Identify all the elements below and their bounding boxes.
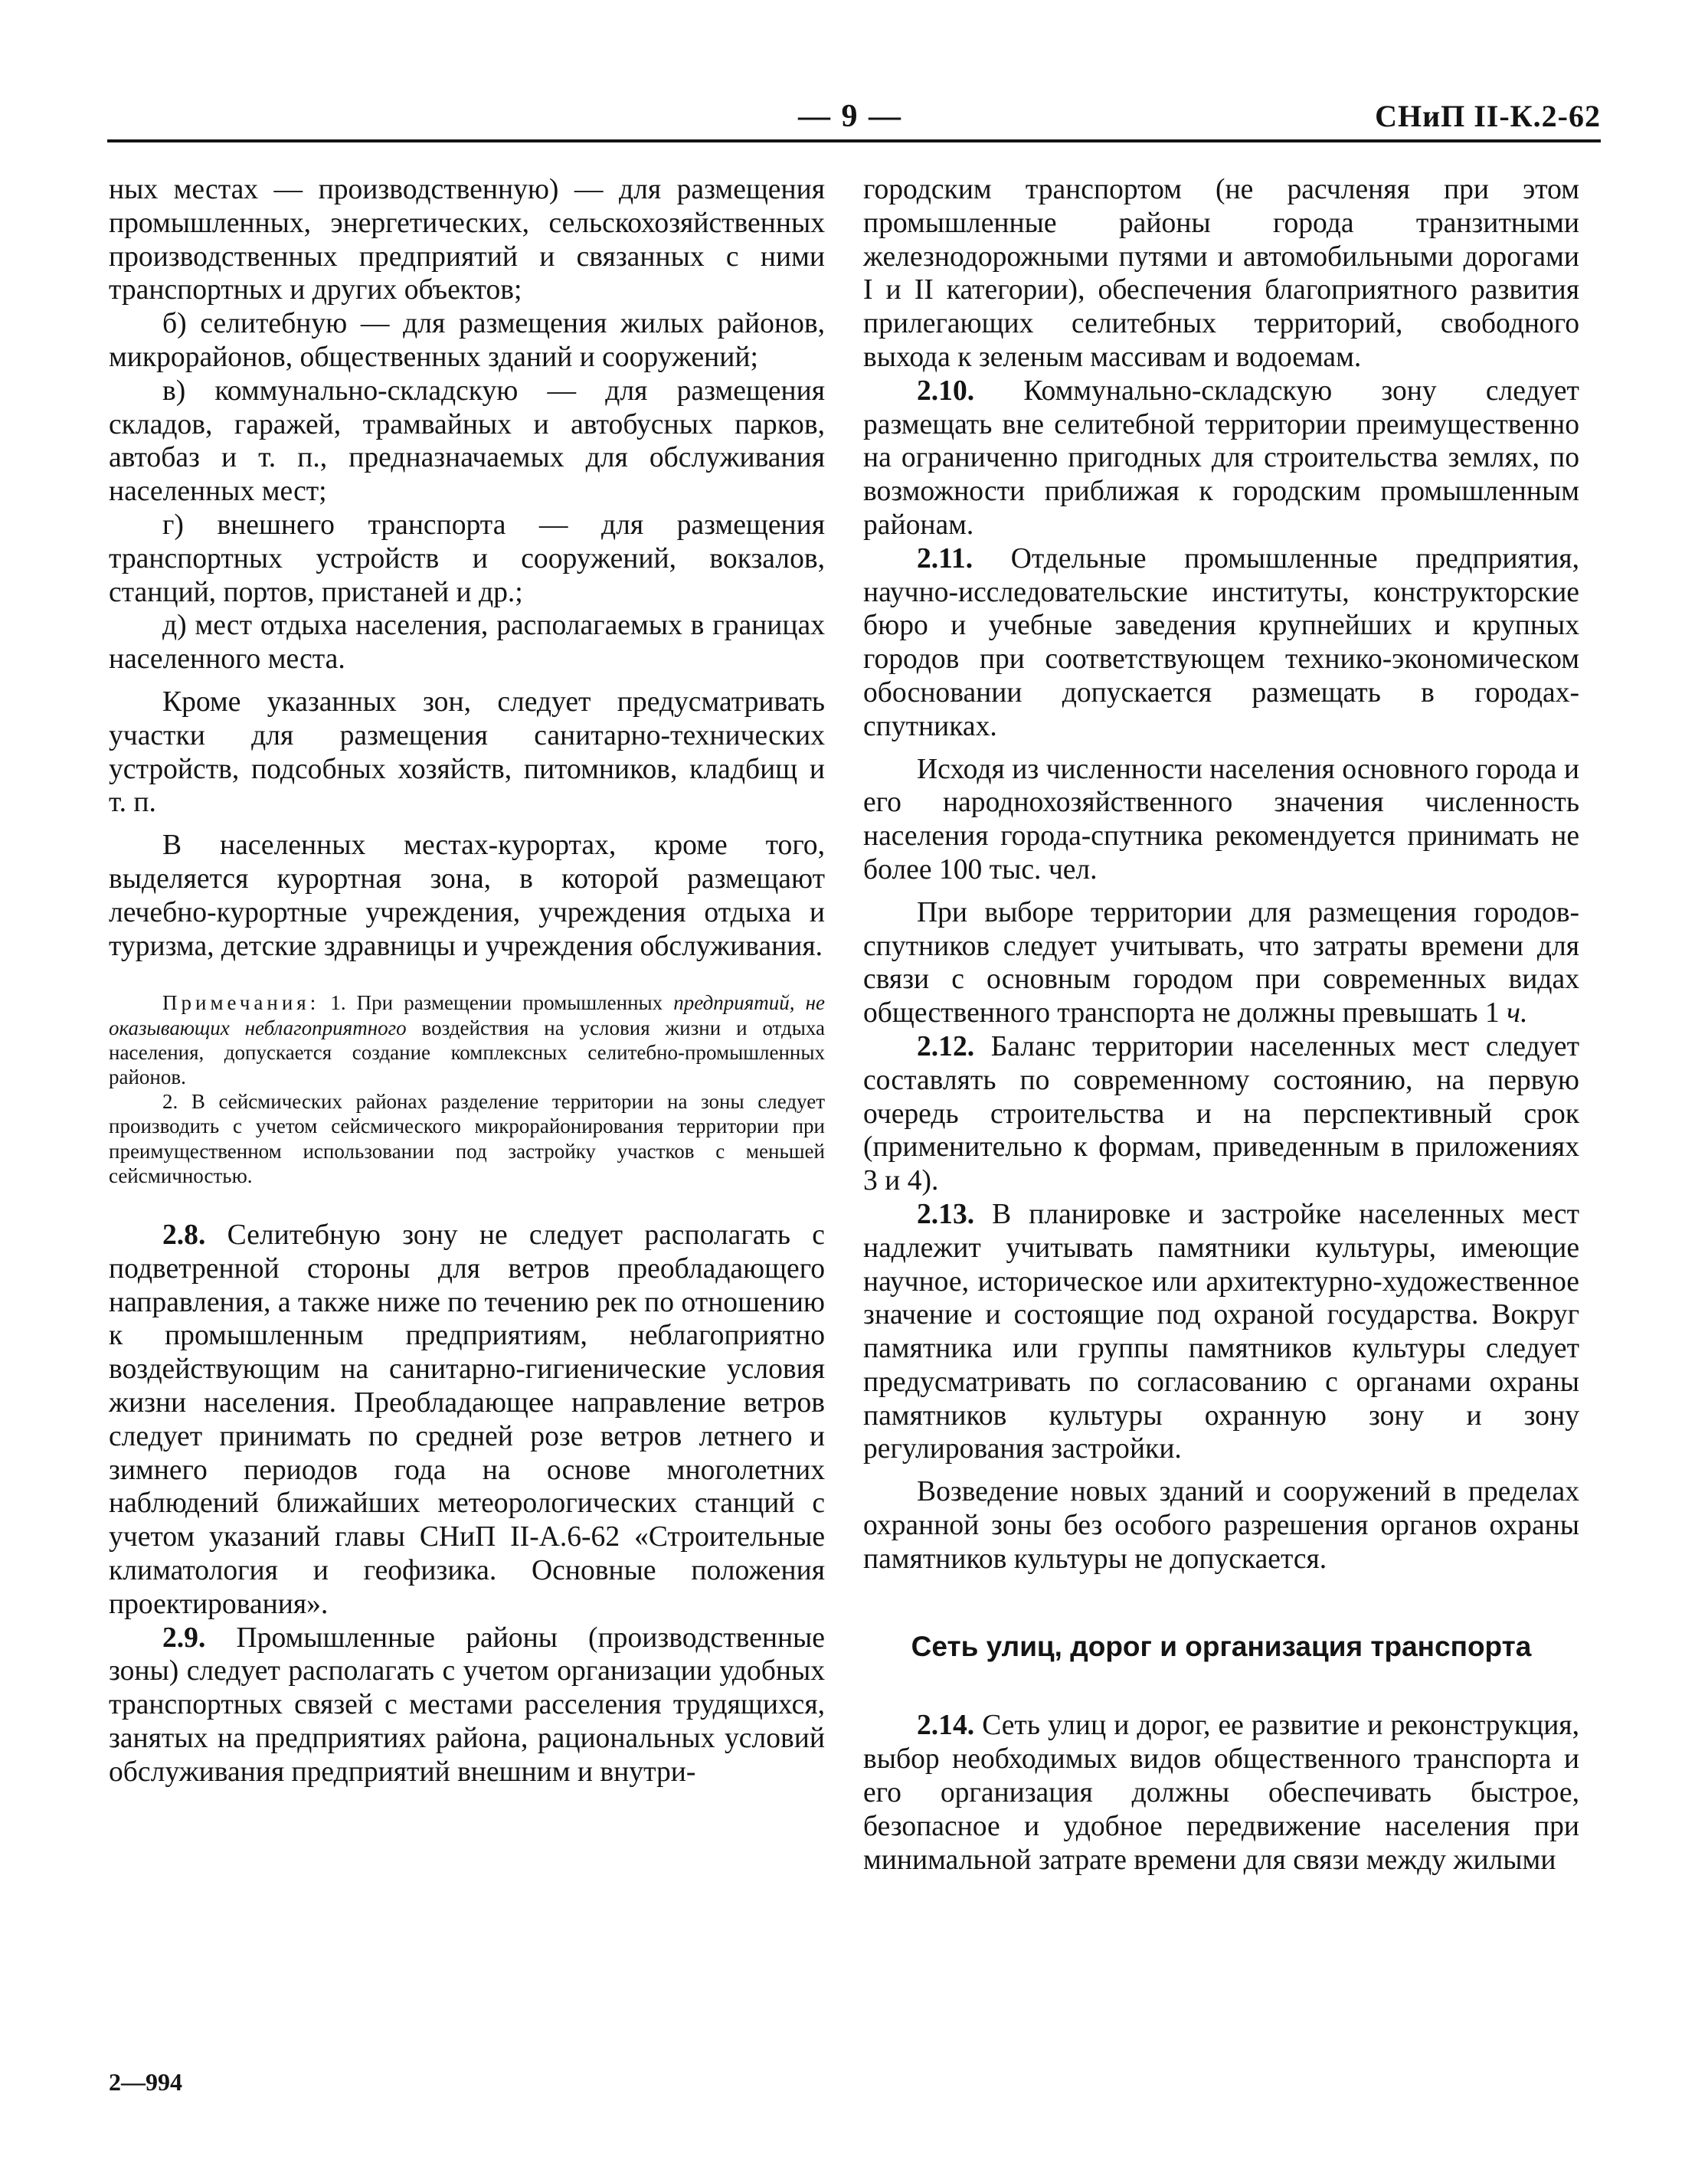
section-number: 2.13.	[917, 1198, 975, 1230]
paragraph: Возведение новых зданий и сооружений в пределах охранной зоны без особого разрешения органов охраны памятников культуры не допускается.	[863, 1476, 1579, 1575]
right-column	[863, 173, 1579, 1877]
section-number: 2.11.	[917, 542, 973, 574]
section-number: 2.9.	[162, 1622, 206, 1654]
printer-signature: 2—994	[109, 2068, 182, 2096]
list-item-g: г) внешнего транспорта — для размещения транспортных устройств и сооружений, вокзалов, станций, портов, пристаней и др.;	[109, 509, 825, 608]
left-column	[109, 173, 825, 1789]
section-number: 2.8.	[162, 1219, 206, 1251]
section-number: 2.14.	[917, 1710, 975, 1742]
note-1-rest: воздействия на условия жизни и отдыха населения, допускается создание комплексных селитебно-промышленных районов.	[109, 1016, 826, 1088]
note-1-italic: предприятий, не оказывающих неблагоприятного	[109, 991, 826, 1039]
section-text: Отдельные промышленные предприятия, научно-исследовательские институты, конструкторские бюро и учебные заведения крупнейших и крупных городов при соответствующем технико-экономическом обосновании допускается размещать в городах-спутниках.	[863, 542, 1579, 742]
notes-block	[109, 990, 825, 1188]
page-number: — 9 —	[798, 99, 902, 134]
header-rule	[107, 139, 1601, 142]
time-unit: ч.	[1507, 997, 1528, 1029]
section-2-10	[863, 375, 1579, 542]
section-heading: Сеть улиц, дорог и организация транспорта	[911, 1630, 1532, 1662]
paragraph: В населенных местах-курортах, кроме того, выделяется курортная зона, в которой размещают лечебно-курортные учреждения, учреждения отдыха и туризма, детские здравницы и учреждения обслуживания.	[109, 830, 825, 962]
section-text: Селитебную зону не следует располагать с подветренной стороны для ветров преобладающего направления, а также ниже по течению рек по отношению к промышленным предприятиям, неблагоприятно воздействующим на санитарно-гигиенические условия жизни населения. Преобладающее направление ветров следует принимать по средней розе ветров летнего и зимнего периодов года на основе многолетних наблюдений ближайших метеорологических станций с учетом указаний главы СНиП II-А.6-62 «Строительные климатология и геофизика. Основные положения проектирования».	[109, 1219, 825, 1620]
paragraph: городским транспортом (не расчленяя при этом промышленные районы города транзитными железнодорожными путями и автомобильными дорогами I и II категории), обеспечения благоприятного развития прилегающих селитебных территорий, свободного выхода к зеленым массивам и водоемам.	[863, 174, 1579, 373]
section-text: Коммунально-складскую зону следует размещать вне селитебной территории преимущественно на ограниченно пригодных для строительства землях, по возможности приближая к городским промышленным районам.	[863, 375, 1579, 541]
section-text: Сеть улиц и дорог, ее развитие и реконструкция, выбор необходимых видов общественного транспорта и его организация должны обеспечивать быстрое, безопасное и удобное передвижение населения при минимальной затрате времени для связи между жилыми	[863, 1710, 1579, 1876]
section-text: В планировке и застройке населенных мест надлежит учитывать памятники культуры, имеющие научное, историческое или архитектурно-художественное значение и состоящие под охраной государства. Вокруг памятника или группы памятников культуры следует предусматривать по согласованию с органами охраны памятников культуры охранную зону и зону регулирования застройки.	[863, 1198, 1579, 1465]
list-item-v: в) коммунально-складскую — для размещения складов, гаражей, трамвайных и автобусных парков, автобаз и т. п., предназначаемых для обслуживания населенных мест;	[109, 375, 825, 508]
list-item-d: д) мест отдыха населения, располагаемых в границах населенного места.	[109, 610, 825, 676]
list-item-b: б) селитебную — для размещения жилых районов, микрорайонов, общественных зданий и сооружений;	[109, 308, 825, 373]
section-text: Промышленные районы (производственные зоны) следует располагать с учетом организации удобных транспортных связей с местами расселения трудящихся, занятых на предприятиях района, рациональных условий обслуживания предприятий внешним и внутри-	[109, 1622, 825, 1788]
note-1-start: 1. При размещении промышленных	[330, 991, 663, 1015]
section-2-9	[109, 1622, 825, 1789]
section-text: Баланс территории населенных мест следует составлять по современному состоянию, на первую очередь строительства и на перспективный срок (применительно к формам, приведенным в приложениях 3 и 4).	[863, 1030, 1579, 1197]
section-2-8	[109, 1219, 825, 1622]
section-number: 2.10.	[917, 375, 975, 407]
note-1	[109, 990, 825, 1089]
section-2-13	[863, 1198, 1579, 1466]
paragraph: Кроме указанных зон, следует предусматривать участки для размещения санитарно-технических устройств, подсобных хозяйств, питомников, кладбищ и т. п.	[109, 686, 825, 819]
document-code: СНиП II-К.2-62	[1375, 99, 1601, 133]
note-2: 2. В сейсмических районах разделение территории на зоны следует производить с учетом сейсмического микрорайонирования территории при преимущественном использовании под застройку участков с меньшей сейсмичностью.	[109, 1090, 825, 1187]
paragraph	[863, 896, 1579, 1030]
notes-label: Примечания:	[162, 991, 320, 1015]
paragraph: Исходя из численности населения основного города и его народнохозяйственного значения численность населения города-спутника рекомендуется принимать не более 100 тыс. чел.	[863, 753, 1579, 885]
section-2-12	[863, 1030, 1579, 1198]
paragraph: ных местах — производственную) — для размещения промышленных, энергетических, сельскохозяйственных производственных предприятий и связанных с ними транспортных и других объектов;	[109, 174, 825, 306]
paragraph-text: При выборе территории для размещения городов-спутников следует учитывать, что затраты времени для связи с основным городом при современных видах общественного транспорта не должны превышать 1	[863, 896, 1579, 1029]
section-number: 2.12.	[917, 1030, 975, 1062]
spacer	[863, 1576, 1579, 1630]
section-2-11	[863, 542, 1579, 744]
section-2-14	[863, 1709, 1579, 1877]
